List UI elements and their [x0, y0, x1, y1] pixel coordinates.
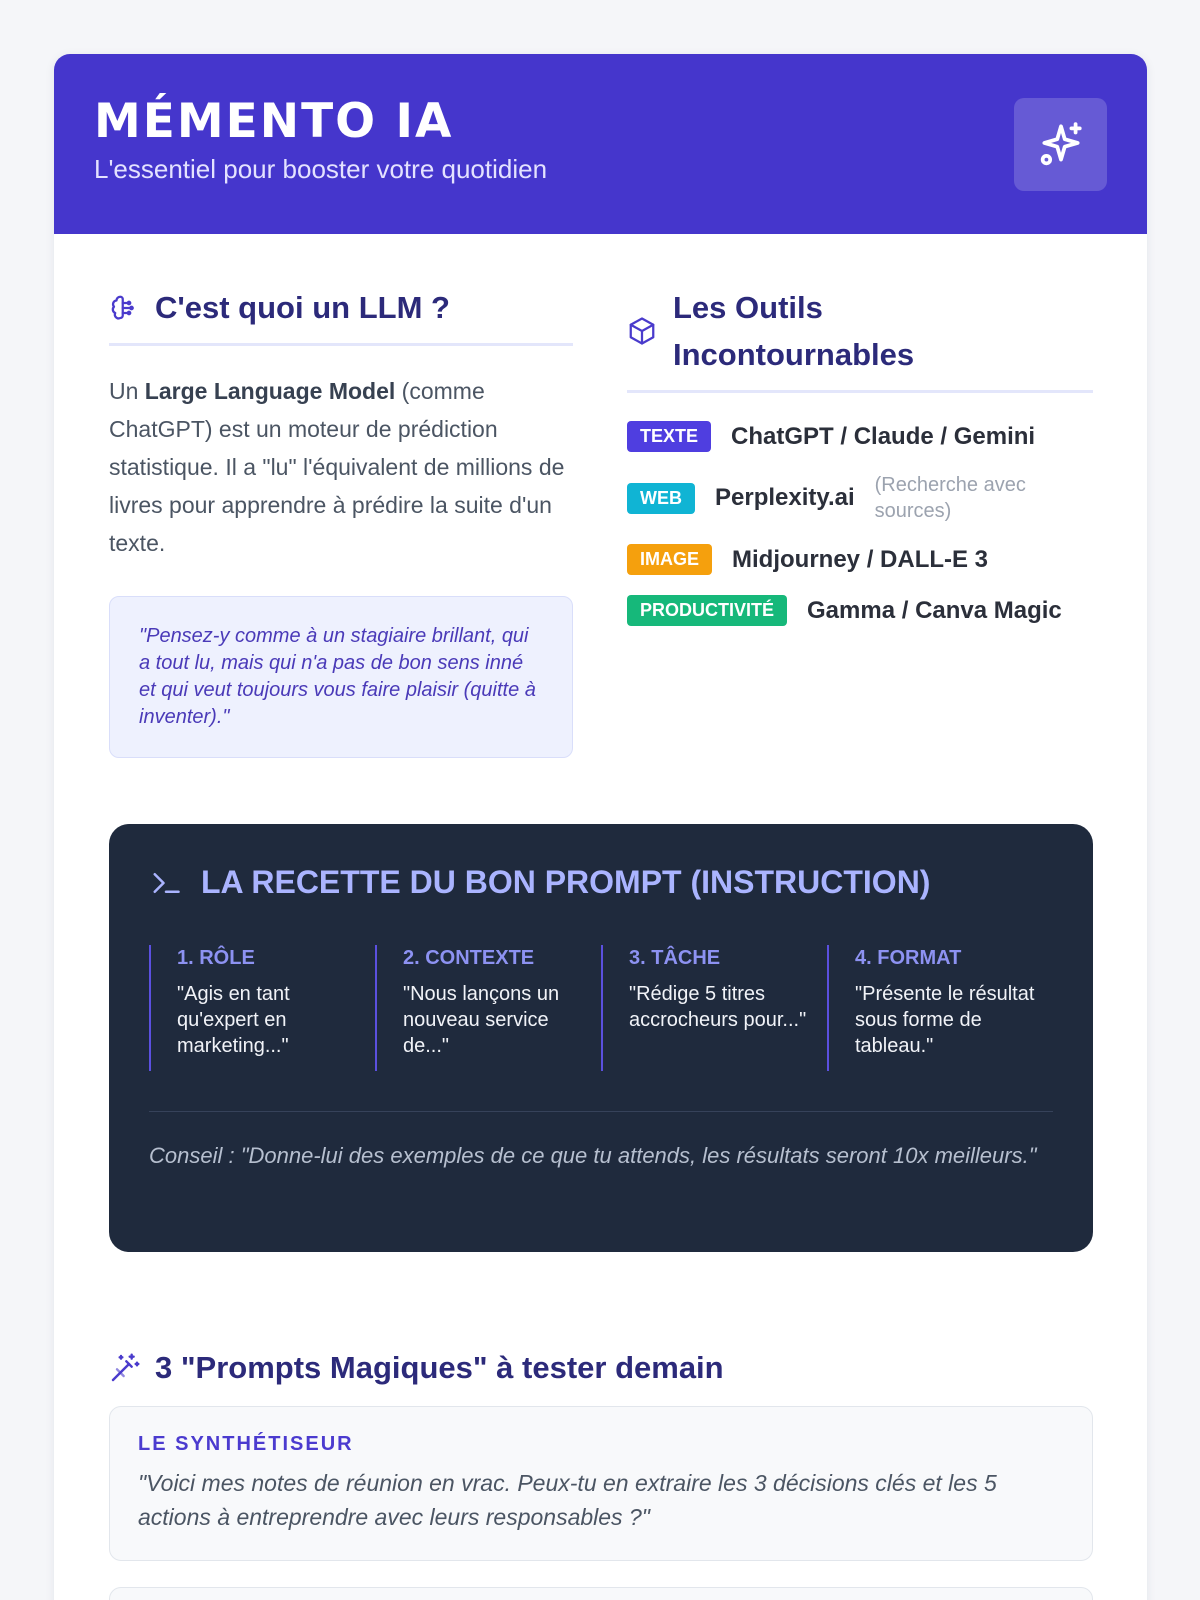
divider: [149, 1111, 1053, 1112]
recipe-steps: [149, 945, 1053, 1071]
tool-name: Perplexity.ai: [715, 484, 855, 511]
recipe-tip: Conseil : "Donne-lui des exemples de ce que tu attends, les résultats seront 10x meilleurs.": [149, 1143, 1037, 1168]
magic-section-title: 3 "Prompts Magiques" à tester demain: [155, 1350, 724, 1385]
memento-card: [54, 54, 1147, 1600]
tools-section: [627, 284, 1093, 646]
step-example: "Présente le résultat sous forme de tableau.": [855, 983, 1035, 1057]
llm-quote: "Pensez-y comme à un stagiaire brillant, qui a tout lu, mais qui n'a pas de bon sens inné et qui veut toujours vous faire plaisir (quitte à inventer).": [109, 596, 573, 758]
tool-name: ChatGPT / Claude / Gemini: [731, 422, 1036, 450]
tool-row: [627, 595, 1093, 626]
tools-section-title: Les Outils Incontournables: [673, 290, 915, 372]
step-example: "Nous lançons un nouveau service de...": [403, 983, 560, 1057]
cube-icon: [627, 316, 661, 346]
tool-name: Midjourney / DALL-E 3: [732, 545, 989, 573]
tool-note: (Recherche avec sources): [874, 474, 1026, 522]
magic-prompt-card: [109, 1587, 1093, 1600]
magic-prompt-text: "Voici mes notes de réunion en vrac. Peux-tu en extraire les 3 décisions clés et les 5 actions à entreprendre avec leurs responsables ?": [138, 1470, 997, 1530]
magic-section-header: [109, 1344, 724, 1391]
step-example: "Agis en tant qu'expert en marketing...": [177, 983, 290, 1057]
tool-tag: PRODUCTIVITÉ: [627, 595, 787, 626]
brain-icon: [109, 292, 143, 324]
tool-tag: IMAGE: [627, 544, 712, 575]
page-title: MÉMENTO IA: [94, 94, 454, 149]
tool-tag: TEXTE: [627, 421, 711, 452]
tool-tag: WEB: [627, 483, 695, 514]
llm-section-title: C'est quoi un LLM ?: [155, 290, 450, 325]
tools-section-header: [627, 284, 1093, 378]
page-subtitle: L'essentiel pour booster votre quotidien: [94, 154, 548, 184]
step-label: 4. FORMAT: [855, 947, 962, 969]
divider: [627, 390, 1093, 393]
llm-section-header: [109, 284, 573, 331]
recipe-step: [149, 945, 375, 1071]
tool-row: [627, 472, 1093, 524]
recipe-title: LA RECETTE DU BON PROMPT (INSTRUCTION): [201, 864, 931, 900]
tool-name: Gamma / Canva Magic: [807, 596, 1062, 624]
step-example: "Rédige 5 titres accrocheurs pour...": [629, 983, 807, 1031]
tools-list: [627, 421, 1093, 626]
llm-term: Large Language Model: [144, 378, 396, 404]
tool-row: [627, 421, 1093, 452]
sparkles-icon: [1014, 98, 1107, 191]
tool-row: [627, 544, 1093, 575]
llm-section: [109, 284, 573, 758]
recipe-step: [601, 945, 827, 1071]
divider: [109, 343, 573, 346]
magic-prompt-card: [109, 1406, 1093, 1561]
header-banner: [54, 54, 1147, 234]
prompt-recipe-panel: [109, 824, 1093, 1252]
magic-prompt-label: LE SYNTHÉTISEUR: [138, 1433, 354, 1455]
step-label: 1. RÔLE: [177, 947, 255, 969]
recipe-step: [827, 945, 1053, 1071]
step-label: 3. TÂCHE: [629, 947, 721, 969]
recipe-step: [375, 945, 601, 1071]
terminal-icon: [149, 868, 183, 898]
step-label: 2. CONTEXTE: [403, 947, 535, 969]
llm-description: Un Large Language Model (comme ChatGPT) est un moteur de prédiction statistique. Il a "lu" l'équivalent de millions de livres pour apprendre à prédire la suite d'un texte.: [109, 378, 565, 556]
recipe-header: [149, 864, 1053, 901]
magic-wand-icon: [109, 1352, 143, 1384]
